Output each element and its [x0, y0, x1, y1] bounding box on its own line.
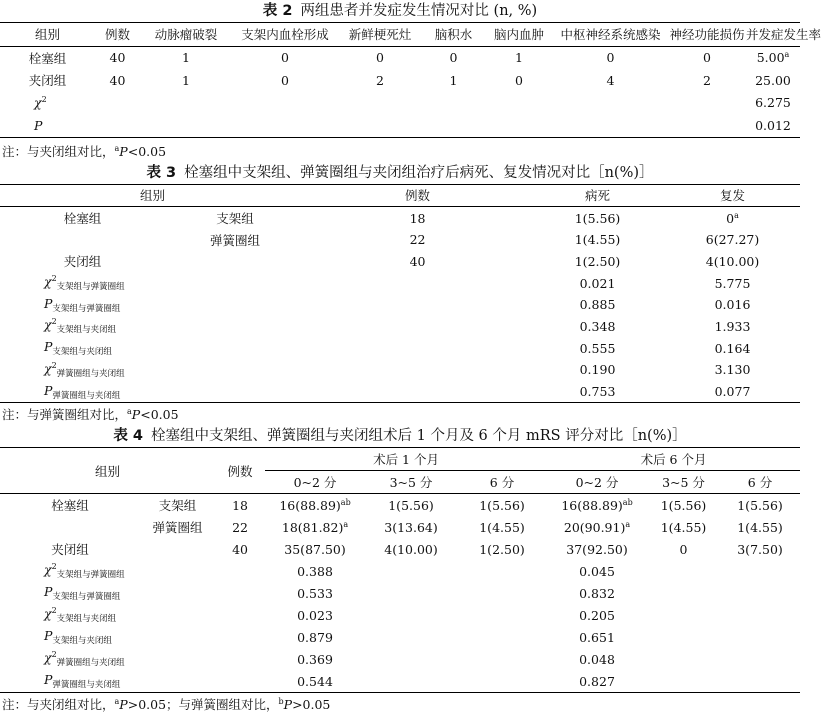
table-row — [0, 516, 800, 538]
table2-title: 两组患者并发症发生情况对比 (n, %) — [300, 3, 538, 19]
stat-label — [0, 316, 165, 338]
superscript-mark: a — [127, 407, 132, 417]
subscript-label: 弹簧圈组与夹闭组 — [56, 658, 125, 669]
table-cell: 0.885 — [579, 297, 616, 313]
table-cell: 0 — [703, 50, 711, 66]
superscript-mark: a — [114, 143, 120, 153]
table-cell: 1(2.50) — [574, 253, 621, 269]
p-symbol: P — [34, 117, 43, 133]
p-symbol: P — [44, 382, 53, 398]
subgroup-cell: 弹簧圈组 — [210, 232, 261, 248]
table-cell: 35(87.50) — [284, 541, 346, 557]
stat-label — [0, 560, 140, 582]
table-row — [0, 229, 800, 251]
table-cell: 18 — [232, 497, 248, 513]
group-cell: 栓塞组 — [63, 211, 102, 227]
table-cell: 1(5.56) — [388, 497, 434, 513]
table2-header: 支架内血栓形成 — [241, 27, 329, 43]
table-row — [0, 207, 800, 229]
table-cell: 0.048 — [579, 651, 615, 667]
table-row — [0, 560, 800, 582]
table-cell: 4(10.00) — [384, 541, 438, 557]
table2-header-row — [0, 23, 800, 47]
superscript-mark: ab — [622, 497, 633, 507]
table-cell: 1.933 — [714, 318, 751, 334]
table-row — [0, 114, 800, 137]
table-row — [0, 648, 800, 670]
table-cell: 1(4.55) — [574, 232, 621, 248]
table3 — [0, 184, 800, 404]
group-cell: 夹闭组 — [51, 542, 89, 558]
table-cell — [746, 46, 800, 69]
table4-title: 栓塞组中支架组、弹簧圈组与夹闭组术后 1 个月及 6 个月 mRS 评分对比［n(%)］ — [151, 428, 687, 445]
table-cell: 1(4.55) — [479, 519, 525, 535]
table3-caption — [0, 162, 800, 184]
table2-header: 新鲜梗死灶 — [348, 27, 412, 43]
table3-title: 栓塞组中支架组、弹簧圈组与夹闭组治疗后病死、复发情况对比［n(%)］ — [184, 164, 654, 181]
chi-symbol: χ — [44, 317, 52, 333]
table-cell: 0.827 — [579, 673, 615, 689]
note-text: 注：与夹闭组对比， — [2, 143, 115, 159]
table4-label: 表 4 — [113, 428, 143, 445]
superscript-mark: ab — [340, 497, 351, 507]
table-cell: 4(10.00) — [705, 253, 760, 269]
table-cell: 1(5.56) — [660, 497, 707, 513]
table2-header: 神经功能损伤 — [669, 27, 745, 43]
table-cell: 0.190 — [579, 362, 616, 378]
table-cell: 栓塞组 — [28, 50, 67, 66]
table-cell: 0 — [449, 50, 458, 66]
table3-note — [0, 405, 800, 425]
subscript-label: 支架组与弹簧圈组 — [56, 282, 125, 293]
note-text: <0.05 — [140, 407, 179, 423]
table-cell: 40 — [109, 72, 126, 88]
table4-subheader: 0~2 分 — [293, 475, 337, 491]
table-cell: 6(27.27) — [705, 232, 760, 248]
stat-label — [0, 272, 165, 294]
stat-label — [0, 604, 140, 626]
table4-note — [0, 695, 800, 715]
stat-label — [0, 670, 140, 693]
table-cell: 1(4.55) — [660, 519, 707, 535]
table3-header: 组别 — [140, 188, 166, 204]
table-cell: 1(5.56) — [737, 497, 783, 513]
table-cell: 0.016 — [714, 297, 751, 313]
subscript-label: 支架组与夹闭组 — [52, 636, 112, 647]
table-cell — [547, 516, 647, 538]
table-cell: 4 — [606, 72, 615, 88]
table-cell: 0 — [606, 50, 615, 66]
p-symbol: P — [119, 697, 128, 713]
table2-header: 脑积水 — [434, 27, 473, 43]
table-cell: 3(7.50) — [737, 541, 783, 557]
table-row — [0, 626, 800, 648]
table-cell: 1(2.50) — [479, 541, 525, 557]
superscript-mark: a — [114, 697, 120, 707]
superscript-mark: 2 — [51, 606, 57, 616]
table2-header: 脑内血肿 — [493, 27, 544, 43]
chi-symbol: χ — [44, 562, 52, 578]
cell-value: 16(88.89) — [561, 497, 623, 513]
table-cell: 2 — [703, 72, 711, 88]
table-cell: 6.275 — [755, 95, 791, 111]
table2-header: 动脉瘤破裂 — [154, 27, 218, 43]
table-cell: 37(92.50) — [566, 541, 628, 557]
table-row — [0, 92, 800, 115]
stat-label — [0, 381, 165, 403]
table-row — [0, 294, 800, 316]
subgroup-cell — [165, 251, 305, 273]
table4-subheader: 3~5 分 — [389, 475, 433, 491]
table-cell: 3(13.64) — [384, 519, 438, 535]
table-cell: 0.555 — [579, 340, 616, 356]
table2-header: 组别 — [34, 27, 60, 43]
table-cell: 夹闭组 — [28, 73, 67, 89]
table3-header-row — [0, 184, 800, 207]
note-text: 注：与弹簧圈组对比， — [2, 407, 128, 423]
table-cell: 0.348 — [579, 318, 616, 334]
table4-subheader: 0~2 分 — [575, 475, 619, 491]
table-cell: 0.012 — [755, 117, 791, 133]
superscript-mark: 2 — [41, 95, 47, 105]
table-cell: 0.077 — [714, 384, 751, 400]
table4-subheader: 6 分 — [489, 475, 515, 491]
p-symbol: P — [131, 407, 141, 423]
superscript-mark: 2 — [51, 317, 57, 327]
table-cell: 0.879 — [297, 629, 333, 645]
stat-label — [0, 648, 140, 670]
table-cell: 0.205 — [579, 607, 615, 623]
table3-header: 病死 — [585, 188, 611, 204]
superscript-mark: a — [784, 50, 790, 60]
chi-symbol: χ — [44, 650, 52, 666]
subscript-label: 支架组与夹闭组 — [56, 614, 117, 625]
table4 — [0, 447, 800, 693]
table-row — [0, 359, 800, 381]
cell-value: 16(88.89) — [279, 497, 341, 513]
table-cell — [265, 516, 365, 538]
table-cell: 1 — [515, 50, 523, 66]
subscript-label: 弹簧圈组与夹闭组 — [56, 368, 125, 379]
table-cell: 1(5.56) — [574, 210, 621, 226]
table-cell: 18 — [409, 210, 426, 226]
superscript-mark: b — [278, 697, 284, 707]
table-row — [0, 251, 800, 273]
table-row — [0, 272, 800, 294]
stat-label — [0, 337, 165, 359]
table-cell — [547, 494, 647, 517]
subgroup-cell: 支架组 — [216, 211, 254, 227]
table-cell: 1(4.55) — [737, 519, 783, 535]
table3-header: 例数 — [405, 188, 431, 204]
table-cell: 2 — [376, 72, 384, 88]
subscript-label: 支架组与弹簧圈组 — [52, 303, 121, 314]
table-cell: 0.544 — [297, 673, 333, 689]
table-cell: 1 — [449, 72, 458, 88]
superscript-mark: a — [343, 519, 349, 529]
subscript-label: 支架组与弹簧圈组 — [52, 592, 121, 603]
subgroup-cell: 弹簧圈组 — [152, 520, 203, 536]
p-symbol: P — [44, 584, 53, 600]
superscript-mark: a — [734, 210, 739, 220]
stat-label — [0, 92, 95, 115]
table-cell: 0 — [281, 50, 289, 66]
table-cell: 1 — [182, 50, 190, 66]
table2-header: 并发症发生率 — [746, 27, 821, 43]
table-cell: 0.023 — [297, 607, 333, 623]
subgroup-cell — [140, 538, 215, 560]
table-cell: 5.775 — [714, 275, 751, 291]
p-symbol: P — [44, 339, 53, 355]
table-row — [0, 670, 800, 693]
table-row — [0, 381, 800, 403]
table-cell — [265, 494, 365, 517]
group-cell — [0, 229, 165, 251]
subscript-label: 支架组与夹闭组 — [52, 347, 112, 358]
note-text: 注：与夹闭组对比， — [2, 697, 115, 713]
table-cell: 1(5.56) — [479, 497, 525, 513]
p-symbol: P — [44, 672, 53, 688]
table-cell: 0.533 — [297, 585, 333, 601]
cell-value: 18(81.82) — [281, 519, 344, 535]
table4-subheader: 6 分 — [747, 475, 773, 491]
table2-header: 中枢神经系统感染 — [560, 27, 661, 43]
table2-header: 例数 — [104, 27, 130, 43]
table-cell: 0 — [281, 72, 289, 88]
table2 — [0, 22, 821, 138]
table-row — [0, 538, 800, 560]
table-cell: 0.388 — [297, 563, 333, 579]
table-cell: 0.651 — [579, 629, 615, 645]
table-row — [0, 69, 800, 92]
table4-header: 术后 6 个月 — [547, 448, 800, 471]
superscript-mark: a — [625, 519, 631, 529]
table-row — [0, 316, 800, 338]
chi-symbol: χ — [44, 606, 52, 622]
table4-header: 例数 — [215, 448, 265, 494]
cell-value: 5.00 — [756, 50, 785, 66]
stat-label — [0, 582, 140, 604]
table-cell: 22 — [409, 232, 426, 248]
group-cell — [0, 516, 140, 538]
table-cell: 0 — [679, 541, 688, 557]
table-cell: 22 — [232, 519, 248, 535]
subscript-label: 支架组与弹簧圈组 — [56, 570, 125, 581]
stat-label — [0, 294, 165, 316]
subscript-label: 支架组与夹闭组 — [56, 325, 117, 336]
table-cell: 0.369 — [297, 651, 333, 667]
cell-value: 0 — [726, 210, 735, 226]
table-row — [0, 46, 800, 69]
table-cell: 0 — [515, 72, 523, 88]
table-cell: 25.00 — [755, 72, 791, 88]
subgroup-cell: 支架组 — [158, 498, 197, 514]
table-row — [0, 582, 800, 604]
note-text: >0.05 — [292, 697, 331, 713]
stat-label — [0, 114, 95, 137]
table4-header: 组别 — [0, 448, 215, 494]
chi-symbol: χ — [34, 95, 42, 111]
p-symbol: P — [119, 143, 128, 159]
table-cell: 40 — [232, 541, 248, 557]
stat-label — [0, 626, 140, 648]
p-symbol: P — [283, 697, 293, 713]
superscript-mark: 2 — [51, 650, 57, 660]
p-symbol: P — [44, 628, 53, 644]
table-row — [0, 337, 800, 359]
table4-subheader: 3~5 分 — [662, 475, 705, 491]
cell-value: 20(90.91) — [563, 519, 626, 535]
group-cell: 栓塞组 — [51, 498, 89, 514]
table-cell — [665, 207, 800, 229]
table2-label: 表 2 — [262, 3, 293, 19]
subscript-label: 弹簧圈组与夹闭组 — [52, 390, 121, 401]
table-cell: 0.164 — [714, 340, 751, 356]
p-symbol: P — [44, 295, 53, 311]
superscript-mark: 2 — [51, 562, 57, 572]
table-cell: 0.045 — [579, 563, 615, 579]
table-cell: 1 — [182, 72, 190, 88]
table-cell: 40 — [109, 50, 126, 66]
table-cell: 0.753 — [579, 384, 616, 400]
note-text: <0.05 — [127, 143, 167, 159]
table4-caption — [0, 425, 800, 447]
superscript-mark: 2 — [51, 360, 57, 370]
table-cell: 3.130 — [714, 362, 751, 378]
table-cell: 40 — [409, 253, 426, 269]
table3-header: 复发 — [720, 188, 746, 204]
table4-header: 术后 1 个月 — [265, 448, 547, 471]
table-cell: 0 — [376, 50, 384, 66]
table-cell: 0.021 — [579, 275, 616, 291]
table-row — [0, 494, 800, 517]
table-cell: 0.832 — [579, 585, 615, 601]
table2-caption — [0, 0, 800, 22]
table4-header-row — [0, 448, 800, 471]
chi-symbol: χ — [44, 360, 52, 376]
subscript-label: 弹簧圈组与夹闭组 — [52, 680, 121, 691]
table2-note — [0, 142, 800, 162]
note-text: >0.05；与弹簧圈组对比， — [127, 697, 279, 713]
table-row — [0, 604, 800, 626]
chi-symbol: χ — [44, 274, 52, 290]
superscript-mark: 2 — [51, 274, 57, 284]
group-cell: 夹闭组 — [63, 254, 102, 270]
table3-label: 表 3 — [146, 164, 177, 181]
stat-label — [0, 359, 165, 381]
